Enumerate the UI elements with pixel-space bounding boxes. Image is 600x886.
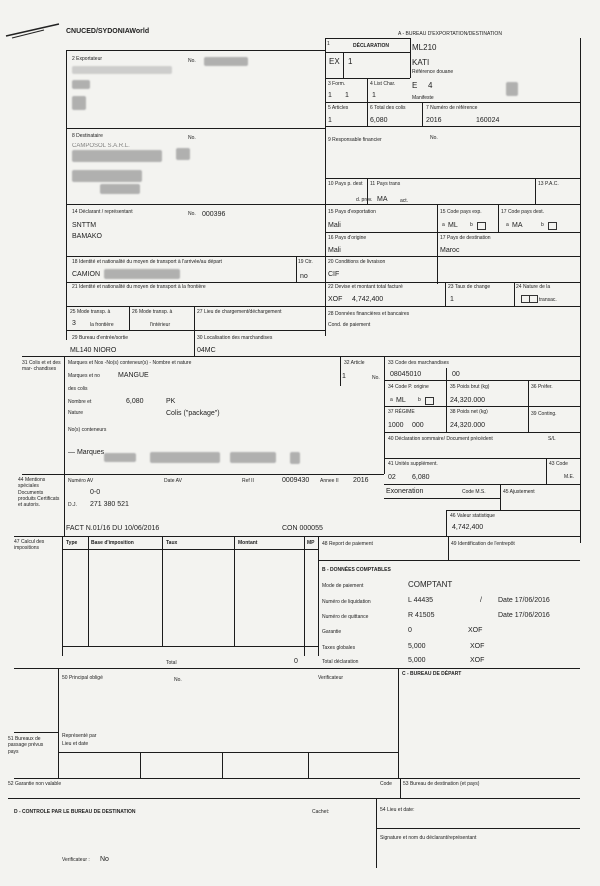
- exchange-rate-value: 1: [450, 296, 454, 303]
- border-mode-label: 25 Mode transp. à: [70, 309, 111, 315]
- exporter-no-label: No.: [188, 58, 196, 64]
- liquidation-label: Numéro de liquidation: [322, 599, 371, 605]
- nature-label: Nature: [68, 410, 84, 416]
- mentions-side-label: 44 Mentions spéciales Documents produits Certificats et autoris.: [18, 477, 60, 508]
- marks-sub-label: Marques et no: [68, 373, 100, 379]
- dest-code-b: b: [541, 222, 544, 228]
- code-ms-label: Code M.S.: [462, 489, 486, 495]
- preference-label: 36 Préfer.: [531, 384, 553, 390]
- origin-code-b: b: [418, 397, 421, 403]
- departure-office-label: C - BUREAU DE DÉPART: [402, 671, 462, 677]
- manifest-label: Manifeste: [412, 95, 434, 101]
- goods-side-label: 31 Colis et et des mar- chandises: [22, 360, 61, 373]
- quota-label: 39 Conting.: [531, 411, 557, 417]
- goods-location-label: 30 Localisation des marchandises: [197, 335, 273, 341]
- annex-value: 2016: [353, 477, 369, 484]
- destination-office-label: 53 Bureau de destination (et pays): [403, 781, 480, 787]
- signature-label: Signature et nom du déclarant/représentant: [380, 835, 477, 841]
- summary-sl-label: S/L: [548, 436, 556, 442]
- payment-conditions: Cond. de paiement: [328, 322, 371, 328]
- quantity-label: Nombre et: [68, 399, 92, 405]
- taxes-side-label: 47 Calcul des impositions: [14, 539, 45, 552]
- code-43-label: 43 Code: [549, 461, 568, 467]
- exp-code-a: a: [442, 222, 445, 228]
- declarant-city: BAMAKO: [72, 233, 102, 240]
- consignee-no-label: No.: [188, 135, 196, 141]
- dest-code-value: MA: [512, 222, 523, 229]
- office-code: ML210: [412, 43, 437, 52]
- articles-label: 5 Articles: [328, 105, 349, 111]
- currency-value: XOF: [328, 296, 343, 303]
- forms-label: 3 Form.: [328, 81, 346, 87]
- dest-code-label: 17 Code pays dest.: [501, 209, 545, 215]
- receipt-date: Date 17/06/2016: [498, 612, 550, 619]
- departure-transport-value: CAMION: [72, 271, 100, 278]
- act-label: act.: [400, 198, 409, 204]
- total-declaration-label: Total déclaration: [322, 659, 359, 665]
- declaration-type: EX: [329, 57, 340, 66]
- dest-code-box: [548, 222, 557, 230]
- tax-col-type: Type: [66, 540, 78, 546]
- av-number-label: Numéro AV: [68, 478, 94, 484]
- container-label: 19 Ctr.: [298, 259, 313, 265]
- marks-value: MANGUE: [118, 372, 149, 379]
- regime-label: 37 RÉGIME: [388, 409, 415, 415]
- liquidation-value: L 44435: [408, 597, 434, 604]
- annex-label: Annee II: [320, 478, 339, 484]
- container-value: no: [300, 273, 308, 280]
- contract-reference: CON 000055: [282, 525, 323, 532]
- consignee-label: 8 Destinataire: [72, 133, 103, 139]
- gross-weight-label: 35 Poids brut (kg): [450, 384, 490, 390]
- exporter-label: 2 Exportateur: [72, 56, 103, 62]
- declarant-name: SNTTM: [72, 222, 97, 229]
- total-declaration-value: 5,000: [408, 657, 426, 664]
- dest-country-label: 17 Pays de destination: [440, 235, 491, 241]
- exp-code-value: ML: [448, 222, 458, 229]
- me-label: M.E.: [564, 474, 575, 480]
- consignee-name: CAMPOSOL S.A.R.L.: [72, 143, 130, 149]
- exit-office-label: 29 Bureau d'entrée/sortie: [72, 335, 128, 341]
- pen-mark-icon: [4, 20, 64, 40]
- packages-sub-label: des colis: [68, 386, 88, 392]
- office-name: KATI: [412, 58, 430, 67]
- financial-no-label: No.: [430, 135, 438, 141]
- document-code: 0-0: [90, 489, 101, 496]
- liquidation-date: Date 17/06/2016: [498, 597, 550, 604]
- delivery-terms-label: 20 Conditions de livraison: [328, 259, 386, 265]
- statistical-value: 4,742,400: [452, 524, 484, 531]
- stamp-label: Cachet:: [312, 809, 330, 815]
- declaration-box-number: 1: [327, 41, 330, 47]
- adjustment-label: 45 Ajustement: [503, 489, 535, 495]
- system-name: CNUCED/SYDONIAWorld: [66, 28, 150, 35]
- exchange-rate-label: 23 Taux de change: [448, 284, 491, 290]
- customs-ref-number: 4: [428, 81, 433, 90]
- global-taxes-currency: XOF: [470, 643, 485, 650]
- inland-mode-sub: l'intérieur: [150, 322, 171, 328]
- export-country-value: Mali: [328, 222, 341, 229]
- transaction-box-2: [529, 295, 538, 303]
- exp-code-box: [477, 222, 486, 230]
- ref-ii-label: Ref II: [242, 478, 254, 484]
- guarantee-code-label: Code: [380, 781, 392, 787]
- nature-value: Colis ("package"): [166, 410, 220, 417]
- accounting-title: B - DONNÉES COMPTABLES: [322, 567, 391, 573]
- article-value: 1: [342, 373, 346, 380]
- trade-country-label: 11 Pays trans: [370, 181, 401, 187]
- place-date-label: Lieu et date: [62, 741, 89, 747]
- supp-units-code: 02: [388, 474, 396, 481]
- list-value: 1: [372, 92, 376, 99]
- goods-location-value: 04MC: [197, 347, 216, 354]
- hs-code-label: 33 Code des marchandises: [388, 360, 449, 366]
- financial-label: 9 Responsable financier: [328, 137, 382, 143]
- invoice-amount: 4,742,400: [352, 296, 384, 303]
- transaction-nature-label: 24 Nature de la: [516, 284, 551, 290]
- tax-col-amount: Montant: [238, 540, 258, 546]
- dest-code-a: a: [506, 222, 509, 228]
- exoneration-label: Exoneration: [386, 488, 424, 495]
- invoice-reference: FACT N.01/16 DU 10/06/2016: [66, 525, 160, 532]
- border-mode-sub: la frontière: [90, 322, 114, 328]
- tax-total-label: Total: [166, 660, 177, 666]
- global-taxes-label: Taxes globales: [322, 645, 356, 651]
- receipt-label: Numéro de quittance: [322, 614, 369, 620]
- tax-col-rate: Taux: [166, 540, 178, 546]
- total-declaration-currency: XOF: [470, 657, 485, 664]
- guarantee-label: Garantie: [322, 629, 342, 635]
- articles-value: 1: [328, 117, 332, 124]
- dprov-label: d. prov.: [356, 197, 373, 203]
- delivery-terms-value: CIF: [328, 271, 340, 278]
- tax-total-value: 0: [294, 658, 298, 665]
- forms-a: 1: [328, 92, 332, 99]
- destination-verifier-label: Verificateur :: [62, 857, 90, 863]
- ref-number-label: 7 Numéro de référence: [426, 105, 478, 111]
- ref-year: 2016: [426, 117, 442, 124]
- exp-code-label: 15 Code pays exp.: [440, 209, 482, 215]
- exit-office-value: ML140 NIORO: [70, 347, 117, 354]
- net-weight-label: 38 Poids net (kg): [450, 409, 488, 415]
- marks-label-2: — Marques: [68, 449, 105, 456]
- currency-label: 22 Devise et montant total facturé: [328, 284, 403, 290]
- origin-code-value: ML: [396, 397, 406, 404]
- transit-side-label: 51 Bureaux de passage prévus pays: [8, 736, 44, 755]
- payment-mode-value: COMPTANT: [408, 580, 453, 589]
- hs-code-value: 08045010: [390, 371, 422, 378]
- principal-verifier-label: Verificateur: [318, 675, 344, 681]
- marks-label: Marques et Nos -No(s) conteneur(s) - Nombre et nature: [68, 360, 192, 366]
- article-no-label: No.: [372, 375, 380, 381]
- bank-data-label: 28 Données financières et bancaires: [328, 311, 410, 317]
- origin-country-value: Mali: [328, 247, 341, 254]
- customs-ref-label: Référence douane: [412, 69, 454, 75]
- office-title: A - BUREAU D'EXPORTATION/DESTINATION: [398, 31, 502, 37]
- dest-country-value: Maroc: [440, 247, 460, 254]
- hs-code-extension: 00: [452, 371, 460, 378]
- ref-ii-value: 0009430: [282, 477, 310, 484]
- destination-control-label: D - CONTROLE PAR LE BUREAU DE DESTINATION: [14, 809, 136, 815]
- inland-mode-label: 26 Mode transp. à: [132, 309, 173, 315]
- article-label: 32 Article: [344, 360, 365, 366]
- departure-transport-label: 18 Identité et nationalité du moyen de transport à l'arrivée/au départ: [72, 259, 222, 265]
- origin-code-label: 34 Code P. origine: [388, 384, 429, 390]
- origin-code-a: a: [390, 397, 393, 403]
- dj-value: 271 380 521: [90, 501, 129, 508]
- liquidation-slash: /: [480, 597, 482, 604]
- pac-label: 13 P.A.C.: [538, 181, 559, 187]
- payment-mode-label: Mode de paiement: [322, 583, 364, 589]
- declarant-number: 000396: [202, 211, 226, 218]
- statistical-value-label: 46 Valeur statistique: [450, 513, 495, 519]
- global-taxes-value: 5,000: [408, 643, 426, 650]
- border-mode-value: 3: [72, 320, 76, 327]
- supp-units-label: 41 Unités supplément.: [388, 461, 438, 467]
- regime-code: 1000: [388, 422, 404, 429]
- declaration-type-number: 1: [348, 57, 353, 66]
- transac-label: transac.: [539, 297, 557, 303]
- list-label: 4 List Char.: [370, 81, 396, 87]
- quantity-unit: PK: [166, 398, 176, 405]
- guarantee-currency: XOF: [468, 627, 483, 634]
- ref-number: 160024: [476, 117, 500, 124]
- av-date-label: Date AV: [164, 478, 182, 484]
- dj-label: D.J.: [68, 502, 77, 508]
- receipt-value: R 41505: [408, 612, 435, 619]
- total-packages-label: 6 Total des colis: [370, 105, 406, 111]
- warehouse-label: 49 Identification de l'entrepôt: [451, 541, 515, 547]
- regime-sub: 000: [412, 422, 424, 429]
- destination-verifier-value: No: [100, 856, 109, 863]
- tax-col-base: Base d'imposition: [91, 540, 134, 546]
- payment-report-label: 48 Report de paiement: [322, 541, 373, 547]
- declarant-no-label: No.: [188, 211, 196, 217]
- quantity-value: 6,080: [126, 398, 144, 405]
- guarantee-value: 0: [408, 627, 412, 634]
- represented-by-label: Représenté par: [62, 733, 97, 739]
- principal-no-label: No.: [174, 677, 182, 683]
- summary-declaration-label: 40 Déclaration sommaire/ Document précédent: [388, 436, 493, 442]
- guarantee-side-label: 52 Garantie non valable: [8, 781, 62, 787]
- gross-weight-value: 24,320.000: [450, 397, 486, 404]
- origin-code-box: [425, 397, 434, 405]
- place-date-54-label: 54 Lieu et date:: [380, 807, 415, 813]
- first-dest-label: 10 Pays p. dest: [328, 181, 363, 187]
- principal-label: 50 Principal obligé: [62, 675, 103, 681]
- total-packages-value: 6,080: [370, 117, 388, 124]
- containers-label: No(s) conteneurs: [68, 427, 107, 433]
- origin-country-label: 16 Pays d'origine: [328, 235, 367, 241]
- declarant-label: 14 Déclarant / représentant: [72, 209, 133, 215]
- customs-ref-prefix: E: [412, 81, 418, 90]
- net-weight-value: 24,320.000: [450, 422, 486, 429]
- border-transport-label: 21 Identité et nationalité du moyen de transport à la frontière: [72, 284, 206, 290]
- forms-b: 1: [345, 92, 349, 99]
- export-country-label: 15 Pays d'exportation: [328, 209, 376, 215]
- exp-code-b: b: [470, 222, 473, 228]
- loading-place-label: 27 Lieu de chargement/déchargement: [197, 309, 282, 315]
- supp-units-value: 6,080: [412, 474, 430, 481]
- tax-col-mp: MP: [307, 540, 315, 546]
- dprov-value: MA: [377, 196, 388, 203]
- declaration-label: DÉCLARATION: [353, 43, 390, 49]
